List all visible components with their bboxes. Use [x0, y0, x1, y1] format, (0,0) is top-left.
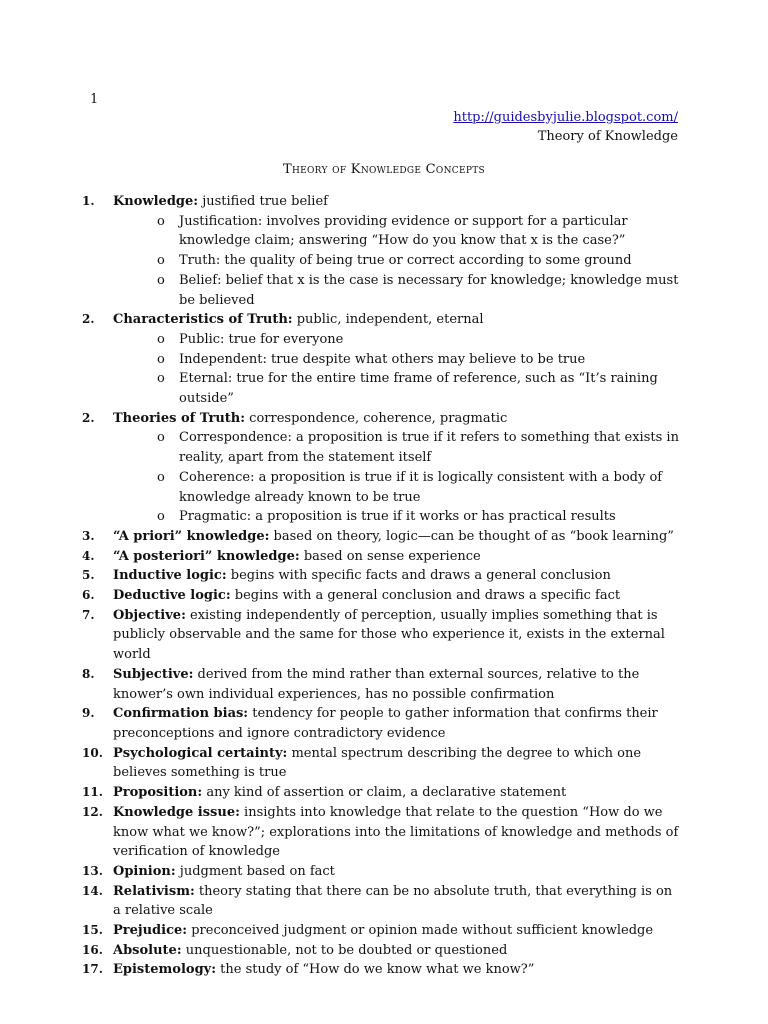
concept-definition: mental spectrum describing the degree to which one believes something is true: [113, 745, 642, 781]
item-number: 5.: [82, 568, 95, 583]
sub-list: [113, 428, 682, 527]
concept-item: [82, 744, 682, 783]
item-number: 11.: [82, 785, 103, 800]
concept-item: [82, 941, 682, 961]
concept-definition: justified true belief: [198, 194, 328, 209]
concept-item: [82, 665, 682, 704]
sub-item: [157, 350, 682, 370]
circle-bullet-icon: o: [157, 469, 165, 485]
sub-list: [113, 330, 682, 409]
sub-item-text: Independent: true despite what others may believe to be true: [179, 351, 586, 367]
concept-definition: based on sense experience: [299, 548, 481, 564]
concept-definition: unquestionable, not to be doubted or questioned: [181, 942, 508, 958]
concept-term: Subjective:: [113, 666, 194, 682]
concept-term: “A posteriori” knowledge:: [113, 548, 300, 564]
concept-item: [82, 882, 682, 921]
page-number: 1: [90, 92, 99, 107]
sub-item-text: Public: true for everyone: [179, 331, 344, 347]
item-number: 1.: [82, 194, 95, 208]
sub-list: [113, 212, 682, 311]
concept-item: [82, 803, 682, 862]
item-number: 12.: [82, 804, 103, 819]
item-number: 3.: [82, 528, 95, 543]
concept-definition: public, independent, eternal: [292, 312, 484, 328]
circle-bullet-icon: o: [157, 371, 165, 387]
document-title: Theory of Knowledge Concepts: [283, 162, 485, 177]
concept-term: Inductive logic:: [113, 568, 227, 584]
concept-definition: based on theory, logic—can be thought of as “book learning”: [269, 528, 674, 544]
concept-term: Deductive logic:: [113, 588, 231, 604]
concept-definition: theory stating that there can be no absolute truth, that everything is on a relative scale: [113, 883, 673, 919]
sub-item-text: Eternal: true for the entire time frame of reference, such as “It’s raining outside”: [179, 371, 658, 407]
item-number: 4.: [82, 548, 95, 563]
concept-item: [82, 566, 682, 586]
concept-item: [82, 409, 682, 527]
sub-item-text: Correspondence: a proposition is true if it refers to something that exists in reality, apart from the statement itself: [179, 430, 679, 466]
concept-term: Relativism:: [113, 883, 195, 899]
concept-definition: begins with specific facts and draws a general conclusion: [226, 568, 611, 584]
concept-item: [82, 192, 682, 310]
concept-term: Knowledge:: [113, 194, 199, 209]
sub-item: [157, 428, 682, 467]
sub-item: [157, 212, 682, 251]
item-number: 10.: [82, 745, 103, 760]
item-number: 6.: [82, 588, 95, 603]
concept-item: [82, 862, 682, 882]
concept-definition: tendency for people to gather information that confirms their preconceptions and ignore contradictory evidence: [113, 706, 658, 741]
circle-bullet-icon: o: [157, 331, 165, 347]
circle-bullet-icon: o: [157, 430, 165, 446]
page-header: [453, 108, 678, 146]
sub-item: [157, 330, 682, 350]
subject-label: Theory of Knowledge: [537, 129, 678, 144]
concept-item: [82, 606, 682, 665]
concept-term: Confirmation bias:: [113, 706, 249, 722]
concept-definition: any kind of assertion or claim, a declarative statement: [202, 785, 567, 801]
concept-item: [82, 783, 682, 803]
concept-term: Characteristics of Truth:: [113, 312, 293, 328]
concept-definition: preconceived judgment or opinion made without sufficient knowledge: [187, 923, 654, 939]
concept-item: [82, 547, 682, 567]
concept-item: [82, 310, 682, 409]
item-number: 8.: [82, 666, 95, 681]
concept-term: Theories of Truth:: [113, 410, 246, 426]
concept-definition: existing independently of perception, usually implies something that is publicly observable and the same for those who experience it, exists in the external world: [113, 607, 665, 663]
concept-term: Psychological certainty:: [113, 745, 288, 761]
concept-item: [82, 921, 682, 941]
sub-item: [157, 468, 682, 507]
blog-link[interactable]: http://guidesbyjulie.blogspot.com/: [453, 110, 678, 125]
concept-definition: judgment based on fact: [175, 863, 335, 879]
circle-bullet-icon: o: [157, 351, 165, 367]
item-number: 13.: [82, 863, 103, 878]
concept-item: [82, 704, 682, 743]
sub-item-text: Truth: the quality of being true or correct according to some ground: [179, 253, 632, 269]
concept-term: “A priori” knowledge:: [113, 528, 270, 544]
item-number: 17.: [82, 962, 103, 977]
concept-term: Absolute:: [113, 942, 182, 958]
concept-term: Epistemology:: [113, 962, 217, 978]
sub-item-text: Coherence: a proposition is true if it is logically consistent with a body of knowledge already known to be true: [179, 469, 663, 505]
concept-definition: begins with a general conclusion and draws a specific fact: [230, 588, 621, 604]
circle-bullet-icon: o: [157, 213, 165, 229]
concept-definition: insights into knowledge that relate to the question “How do we know what we know?”; explorations into the limitations of knowledge and methods of verification of knowledge: [113, 804, 679, 860]
item-number: 9.: [82, 706, 95, 721]
concept-item: [82, 960, 682, 980]
sub-item: [157, 369, 682, 408]
concept-term: Proposition:: [113, 785, 203, 801]
circle-bullet-icon: o: [157, 272, 165, 288]
sub-item: [157, 251, 682, 271]
concept-term: Prejudice:: [113, 923, 188, 939]
concept-item: [82, 586, 682, 606]
item-number: 7.: [82, 607, 95, 622]
concept-definition: correspondence, coherence, pragmatic: [245, 410, 508, 426]
item-number: 16.: [82, 942, 103, 957]
concept-term: Opinion:: [113, 863, 176, 879]
concept-term: Objective:: [113, 607, 186, 623]
sub-item-text: Pragmatic: a proposition is true if it works or has practical results: [179, 509, 616, 525]
concept-definition: derived from the mind rather than external sources, relative to the knower’s own individual experiences, has no possible confirmation: [113, 666, 640, 702]
concept-list: [82, 192, 682, 980]
concept-term: Knowledge issue:: [113, 804, 240, 820]
item-number: 14.: [82, 883, 103, 898]
item-number: 15.: [82, 923, 103, 938]
sub-item: [157, 507, 682, 527]
sub-item: [157, 271, 682, 310]
sub-item-text: Belief: belief that x is the case is necessary for knowledge; knowledge must be believed: [179, 272, 679, 308]
item-number: 2.: [82, 410, 95, 425]
circle-bullet-icon: o: [157, 253, 165, 269]
sub-item-text: Justification: involves providing evidence or support for a particular knowledge claim; answering “How do you know that x is the case?”: [179, 213, 628, 249]
concept-item: [82, 527, 682, 547]
concept-definition: the study of “How do we know what we know?”: [216, 962, 535, 978]
circle-bullet-icon: o: [157, 509, 165, 525]
item-number: 2.: [82, 312, 95, 327]
